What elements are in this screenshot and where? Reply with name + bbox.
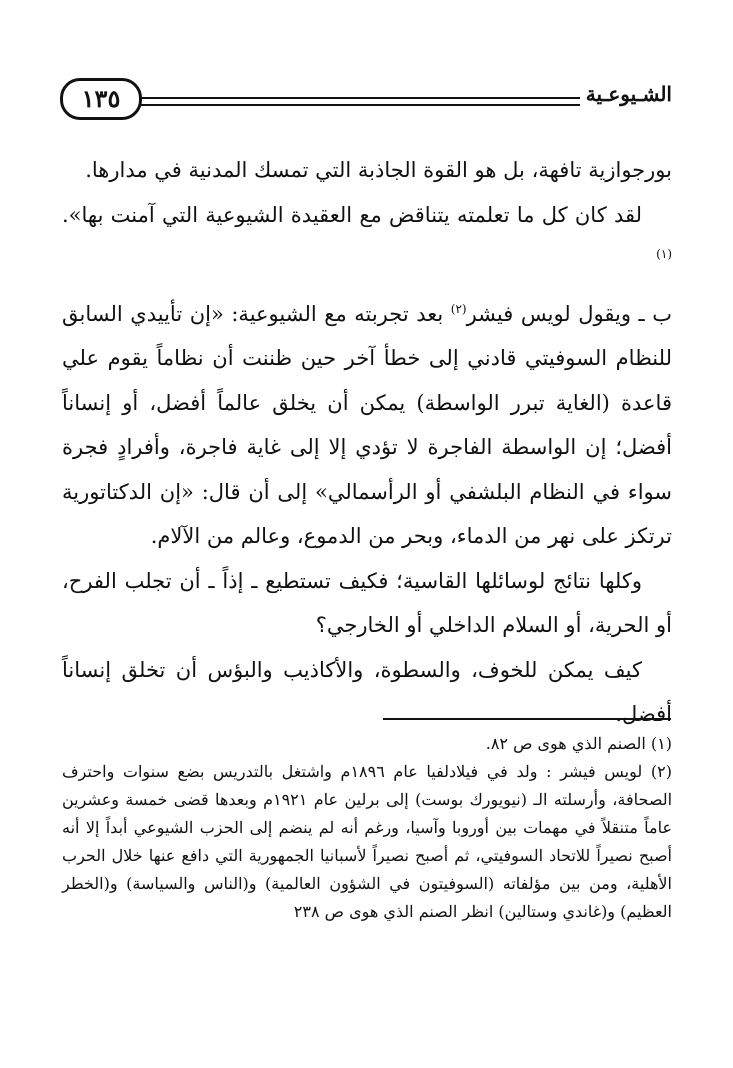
running-title: الشـيوعـية [585,82,672,106]
footnotes [62,730,672,926]
paragraph-text: بورجوازية تافهة، بل هو القوة الجاذبة التي تمسك المدنية في مدارها. [85,158,672,182]
paragraph [62,648,672,737]
paragraph-text: لقد كان كل ما تعلمته يتناقض مع العقيدة الشيوعية التي آمنت بها». [62,202,642,227]
footnote: (٢) لويس فيشر : ولد في فيلادلفيا عام ١٨٩٦م واشتغل بالتدريس بضع سنوات واحترف الصحافة، وأرسلته الـ (نيويورك بوست) إلى برلين عام ١٩٢١م وبعدها قضى خمسة وعشرين عاماً متنقلاً في مهمات بين أوروبا وآسيا، ورغم أنه لم ينضم إلى الحزب الشيوعي أبداً إلا أنه أصبح نصيراً للاتحاد السوفيتي، ثم أصبح نصيراً لأسبانيا الجمهورية التي دافع عنها خلال الحرب الأهلية، ومن بين مؤلفاته (السوفيتون في الشؤون العالمية) و(الناس والسياسة) و(الخطر العظيم) و(غاندي وستالين) انظر الصنم الذي هوى ص ٢٣٨ [62,762,673,921]
paragraph [62,292,672,559]
paragraph [62,193,672,282]
paragraph-text: بعد تجربته مع الشيوعية: «إن تأييدي السابق للنظام السوفيتي قادني إلى خطأ آخر حين ظننت أن نظاماً يقوم علي قاعدة (الغاية تبرر الواسطة) يمكن أن يخلق عالماً أفضل، أو إنساناً أفضل؛ إن الواسطة الفاجرة لا تؤدي إلا إلى غاية فاجرة، وأفرادٍ فجرة سواء في النظام البلشفي أو الرأسمالي» إلى أن قال: «إن الدكتاتورية ترتكز على نهر من الدماء، وبحر من الدموع، وعالم من الآلام. [62,301,672,548]
footnote-reference: (٢) [450,301,467,316]
paragraph-text: وكلها نتائج لوسائلها القاسية؛ فكيف تستطيع ـ إذاً ـ أن تجلب الفرح، أو الحرية، أو السلام الداخلي أو الخارجي؟ [62,568,672,637]
footnote-reference: (١) [656,247,672,261]
main-text [62,148,672,737]
paragraph [62,148,672,193]
paragraph-text: كيف يمكن للخوف، والسطوة، والأكاذيب والبؤس أن تخلق إنساناً أفضل. [62,657,672,726]
header-double-rule [140,97,580,106]
page-header [60,78,672,126]
footnote: (١) الصنم الذي هوى ص ٨٢. [485,734,672,753]
paragraph-text: ب ـ ويقول لويس فيشر [466,301,672,326]
page-number: ١٣٥ [60,78,142,120]
footnote-separator [383,718,671,720]
paragraph [62,559,672,648]
